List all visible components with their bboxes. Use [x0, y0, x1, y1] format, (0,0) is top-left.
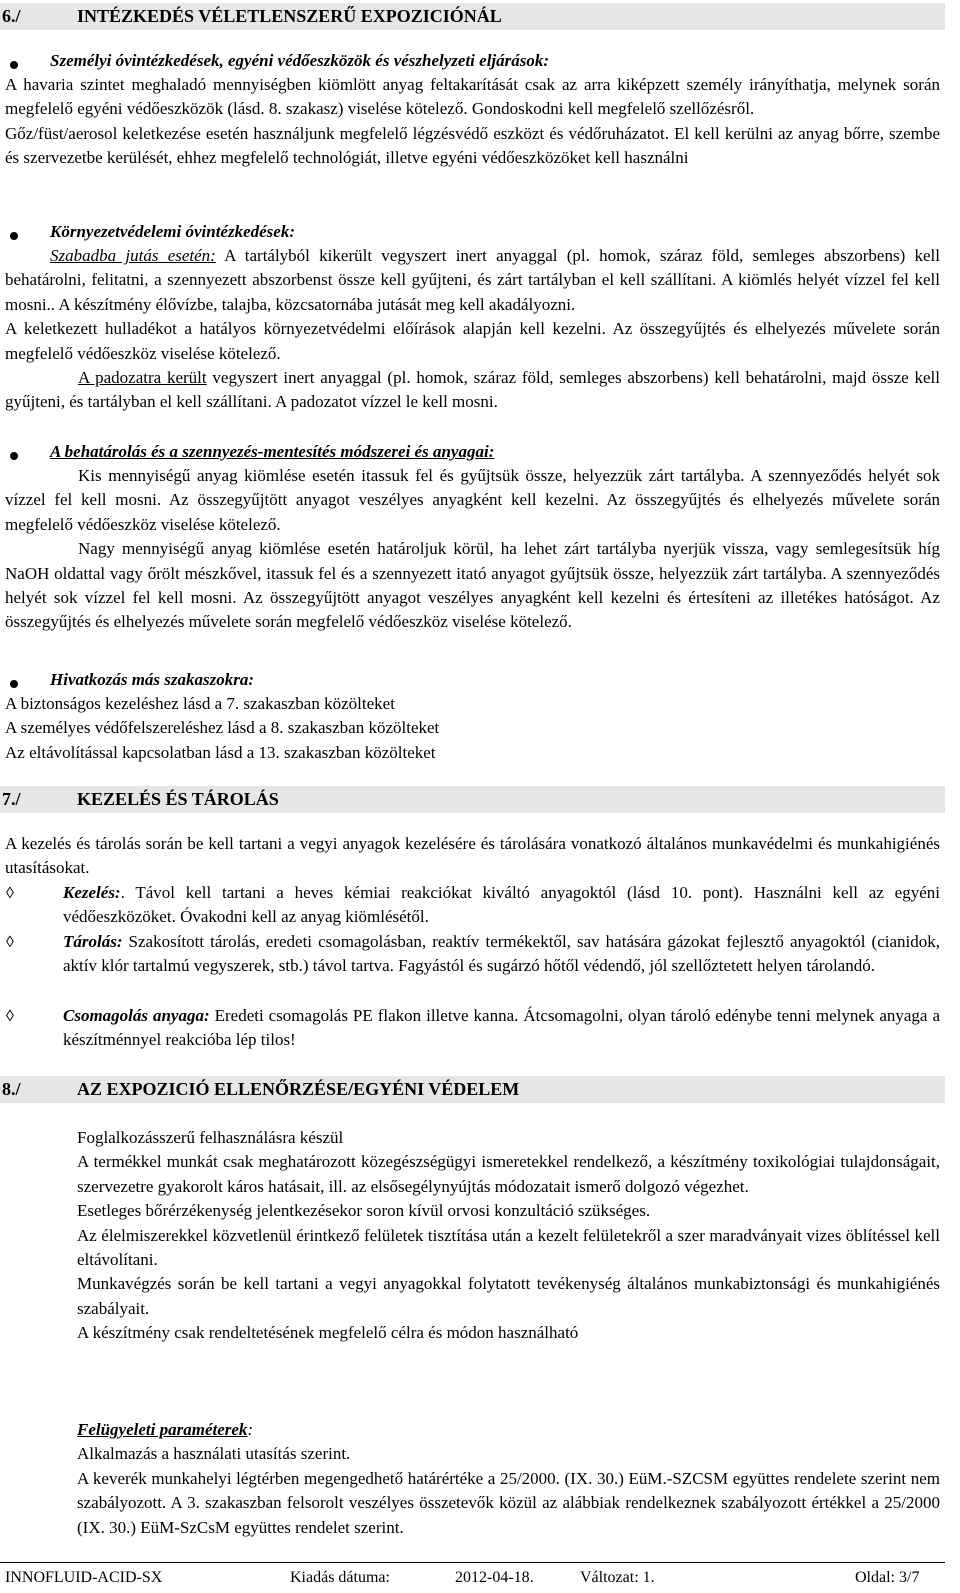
references-heading: Hivatkozás más szakaszokra: — [50, 670, 255, 689]
diamond-icon: ◊ — [6, 934, 14, 951]
section-8-number: 8./ — [2, 1079, 21, 1099]
storage-item: Tárolás: Szakosított tárolás, eredeti csomagolásban, reaktív termékektől, sav hatására gázokat fejlesztő anyagoktól (cianidok, aktív klór tartalmú vegyszerek, stb.) távol tartva. Fagyástól és sugárzó hőtől védendő, jól szellőztetett helyen tárolandó. — [63, 932, 940, 976]
section-7-title: KEZELÉS ÉS TÁROLÁS — [77, 789, 279, 809]
paragraph: A termékkel munkát csak meghatározott közegészségügyi ismeretekkel rendelkező, a készítmény toxikológiai tulajdonságait, szervezetre gyakorolt káros hatásait, ill. az elsősegélynyújtás módozatait ismerő dolgozó végezhet. — [77, 1152, 940, 1196]
containment-heading: A behatárolás és a szennyezés-mentesítés módszerei és anyagai: — [50, 442, 495, 461]
bullet-icon — [10, 452, 18, 460]
section-6-title: INTÉZKEDÉS VÉLETLENSZERŰ EXPOZICIÓNÁL — [77, 6, 502, 26]
section-7-header — [0, 786, 945, 813]
paragraph: Az élelmiszerekkel közvetlenül érintkező felületek tisztítása után a kezelt felületekről a szer maradványait vizes öblítéssel kell eltávolítani. — [77, 1225, 940, 1270]
section-7-intro: A kezelés és tárolás során be kell tartani a vegyi anyagok kezelésére és tárolására vonatkozó általános munkavédelmi és munkahigiénés utasításokat. — [5, 834, 940, 878]
footer-issue-label: Kiadás dátuma: — [290, 1569, 390, 1586]
containment-body: Kis mennyiségű anyag kiömlése esetén itassuk fel és gyűjtsük össze, helyezzük zárt tartályba. A szennyeződés helyét sok vízzel fel kell mosni. Az összegyűjtött anyagot veszélyes anyagként kell kezelni. Az összegyűjtés és elhelyezés művelete során megfelelő védőeszköz viselése kötelező. Nagy mennyiségű anyag kiömlése esetén határoljuk körül, ha lehet zárt tartályba nyerjük vissza, vagy semlegesítsük híg NaOH oldattal vagy őrölt mészkővel, itassuk fel és a szennyezett itató anyagot gyűjtsük össze, helyezzük zárt tartályba. A szennyeződés helyét sok vízzel fel kell mosni. Az összegyűjtött anyagot veszélyes anyagként kell kezelni és értesíteni az illetékes hatóságot. Az összegyűjtés és elhelyezés művelete során megfelelő védőeszköz viselése kötelező. — [5, 466, 940, 632]
supervision-block: Felügyeleti paraméterek: Alkalmazás a használati utasítás szerint. A keverék munkahelyi légtérben megengedhető határértéke a 25/2000. (IX. 30.) EüM.-SZCSM együttes rendelete szerint nem szabályozott. A 3. szakaszban felsorolt veszélyes összetevők közül az alábbiak rendelkeznek szabályozott értékkel a 25/2000 (IX. 30.) EüM-SzCsM együttes rendelet szerint. — [77, 1418, 940, 1540]
footer-issue-date: 2012-04-18. — [455, 1569, 534, 1586]
diamond-icon: ◊ — [6, 885, 14, 902]
paragraph: Alkalmazás a használati utasítás szerint. — [77, 1444, 351, 1464]
footer-version: Változat: 1. — [580, 1569, 655, 1586]
footer-page-number: Oldal: 3/7 — [855, 1569, 920, 1586]
supervision-heading: Felügyeleti paraméterek — [77, 1420, 248, 1439]
paragraph: Esetleges bőrérzékenység jelentkezésekor soron kívül orvosi konzultáció szükséges. — [77, 1201, 651, 1221]
env-heading: Környezetvédelemi óvintézkedések: — [50, 222, 296, 241]
references-list — [5, 692, 940, 765]
section-6-header — [0, 3, 945, 30]
env-body: Szabadba jutás esetén: A tartályból kikerült vegyszert inert anyaggal (pl. homok, száraz föld, semleges abszorbens) kell behatárolni, felitatni, a szennyezett abszorbenst össze kell gyűjteni, és zárt tartályban el kell szállítani. A kiömlés helyét vízzel fel kell mosni.. A készítmény élővízbe, talajba, közcsatornába jutását meg kell akadályozni. A keletkezett hulladékot a hatályos környezetvédelmi előírások alapján kell kezelni. Az összegyűjtés és elhelyezés művelete során megfelelő védőeszköz viselése kötelező. A padozatra került vegyszert inert anyaggal (pl. homok, száraz föld, semleges abszorbens) kell behatárolni, majd össze kell gyűjteni, és tartályban el kell szállítani. A padozatot vízzel le kell mosni. — [5, 246, 940, 412]
personal-heading: Személyi óvintézkedések, egyéni védőeszközök és vészhelyzeti eljárások: — [50, 51, 550, 70]
section-8-header — [0, 1076, 945, 1103]
floor-label: A padozatra került — [78, 368, 207, 388]
section-8-title: AZ EXPOZICIÓ ELLENŐRZÉSE/EGYÉNI VÉDELEM — [77, 1079, 520, 1099]
section-8-body — [77, 1126, 940, 1346]
reference-line: A biztonságos kezeléshez lásd a 7. szakaszban közölteket — [5, 694, 395, 713]
section-6-number: 6./ — [2, 6, 21, 26]
personal-body: A havaria szintet meghaladó mennyiségben kiömlött anyag feltakarítását csak az arra kiképzett személy irányíthatja, melynek során megfelelő egyéni védőeszközök (lásd. 8. szakasz) viselése kötelező. Gondoskodni kell megfelelő szellőzésről. Gőz/füst/aerosol keletkezése esetén használjunk megfelelő légzésvédő eszközt és védőruházatot. El kell kerülni az anyag bőrre, szembe és szervezetbe kerülését, ehhez megfelelő technológiát, illetve egyéni védőeszközöket kell használni — [5, 75, 940, 168]
paragraph: A keverék munkahelyi légtérben megengedhető határértéke a 25/2000. (IX. 30.) EüM.-SZCSM együttes rendelete szerint nem szabályozott. A 3. szakaszban felsorolt veszélyes összetevők közül az alábbiak rendelkeznek szabályozott értékkel a 25/2000 (IX. 30.) EüM-SzCsM együttes rendelet szerint. — [77, 1468, 940, 1537]
packaging-item: Csomagolás anyaga: Eredeti csomagolás PE flakon illetve kanna. Átcsomagolni, olyan tároló edénybe tenni melynek anyaga a készítménnyel reakcióba lép tilos! — [63, 1006, 940, 1050]
diamond-icon: ◊ — [6, 1008, 14, 1025]
paragraph: Foglalkozásszerű felhasználásra készül — [77, 1128, 344, 1147]
reference-line: A személyes védőfelszereléshez lásd a 8. szakaszban közölteket — [5, 718, 440, 738]
handling-item: Kezelés:. Távol kell tartani a heves kémiai reakciókat kiváltó anyagoktól (lásd 10. pont). Használni kell az egyéni védőeszközöket. Óvakodni kell az anyag kiömlésétől. — [63, 883, 940, 927]
bullet-icon — [10, 680, 18, 688]
paragraph: Munkavégzés során be kell tartani a vegyi anyagokkal folytatott tevékenység általános munkabiztonsági és munkahigiénés szabályait. — [77, 1274, 940, 1318]
reference-line: Az eltávolítással kapcsolatban lásd a 13. szakaszban közölteket — [5, 742, 436, 762]
env-outdoor-label: Szabadba jutás esetén: — [50, 246, 216, 265]
section-7-number: 7./ — [2, 789, 21, 809]
paragraph: A készítmény csak rendeltetésének megfelelő célra és módon használható — [77, 1323, 579, 1343]
page-footer — [0, 1562, 945, 1586]
bullet-icon — [10, 232, 18, 240]
footer-product: INNOFLUID-ACID-SX — [5, 1569, 163, 1586]
bullet-icon — [10, 61, 18, 69]
